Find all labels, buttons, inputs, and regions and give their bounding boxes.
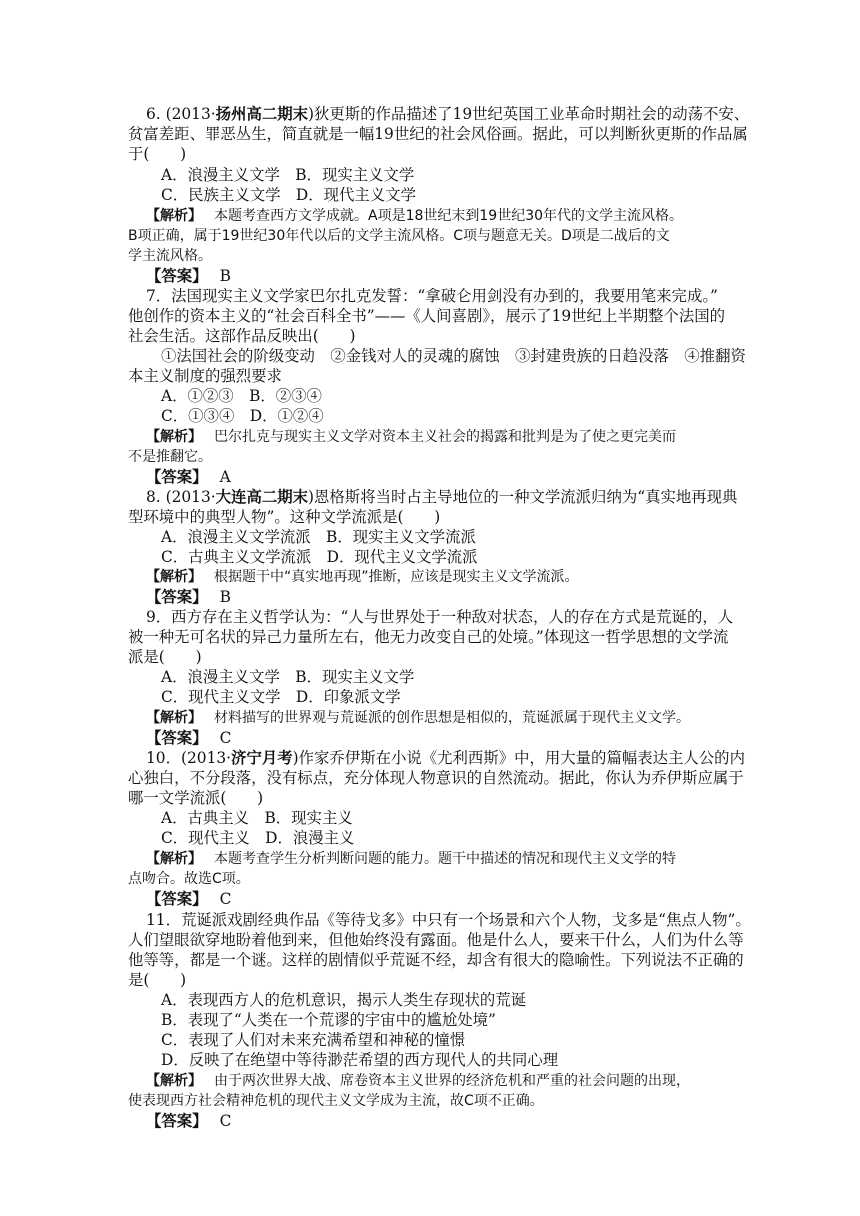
q7-option-line-1: A．①②③ B．②③④ <box>161 387 322 405</box>
q7-line-3: 社会生活。这部作品反映出( ) <box>128 327 356 345</box>
q10-option-line-1: A．古典主义 B．现实主义 <box>161 809 353 827</box>
q11-option-d: D．反映了在绝望中等待渺茫希望的西方现代人的共同心理 <box>161 1051 559 1069</box>
q10-analysis-line-2: 点吻合。故选C项。 <box>128 871 250 887</box>
q8-analysis-line-1: 【解析】 根据题干中“真实地再现”推断，应该是现实主义文学流派。 <box>146 569 579 585</box>
q7-analysis-line-2: 不是推翻它。 <box>128 449 212 465</box>
q6-analysis-line-2: B项正确，属于19世纪30年代以后的文学主流风格。C项与题意无关。D项是二战后的文 <box>128 228 670 244</box>
q8-option-line-2: C．古典主义文学流派 D．现代主义文学流派 <box>161 548 478 566</box>
q6-line-1: 6. (2013·扬州高二期末)狄更斯的作品描述了19世纪英国工业革命时期社会的动荡不安、 <box>146 105 750 123</box>
answer-label: 【答案】 <box>146 1112 208 1130</box>
answer-label: 【答案】 <box>146 468 208 486</box>
q10-line-3: 哪一文学流派( ) <box>128 789 264 807</box>
q11-option-a: A．表现西方人的危机意识，揭示人类生存现状的荒诞 <box>161 991 527 1009</box>
q9-analysis-line-1: 【解析】 材料描写的世界观与荒诞派的创作思想是相似的，荒诞派属于现代主义文学。 <box>146 710 690 726</box>
q7-line-2: 他创作的资本主义的“社会百科全书”——《人间喜剧》，展示了19世纪上半期整个法国的 <box>128 307 726 325</box>
analysis-label: 【解析】 <box>146 569 202 585</box>
q11-line-3: 他等等，都是一个谜。这样的剧情似乎荒诞不经，却含有很大的隐喻性。下列说法不正确的 <box>128 951 744 969</box>
q10-option-line-2: C．现代主义 D．浪漫主义 <box>161 829 355 847</box>
answer-label: 【答案】 <box>146 267 208 285</box>
q8-option-line-1: A．浪漫主义文学流派 B．现实主义文学流派 <box>161 528 476 546</box>
analysis-label: 【解析】 <box>146 208 202 224</box>
analysis-label: 【解析】 <box>146 710 202 726</box>
q7-line-4: ①法国社会的阶级变动 ②金钱对人的灵魂的腐蚀 ③封建贵族的日趋没落 ④推翻资 <box>161 347 746 365</box>
q9-line-2: 被一种无可名状的异己力量所左右，他无力改变自己的处境。”体现这一哲学思想的文学流 <box>128 628 729 646</box>
q9-option-line-2: C．现代主义文学 D．印象派文学 <box>161 688 401 706</box>
q9-line-1: 9．西方存在主义哲学认为：“人与世界处于一种敌对状态，人的存在方式是荒诞的，人 <box>146 608 734 626</box>
q11-line-2: 人们望眼欲穿地盼着他到来，但他始终没有露面。他是什么人，要来干什么，人们为什么等 <box>128 931 744 949</box>
q10-source: 济宁月考 <box>231 749 293 767</box>
q9-line-3: 派是( ) <box>128 648 202 666</box>
q11-analysis-line-2: 使表现西方社会精神危机的现代主义文学成为主流，故C项不正确。 <box>128 1093 544 1109</box>
q7-option-line-2: C．①③④ D．①②④ <box>161 407 324 425</box>
q7-line-1: 7．法国现实主义文学家巴尔扎克发誓：“拿破仑用剑没有办到的，我要用笔来完成。” <box>146 287 718 305</box>
q9-option-line-1: A．浪漫主义文学 B．现实主义文学 <box>161 668 415 686</box>
q11-answer: 【答案】 C <box>146 1112 232 1130</box>
answer-label: 【答案】 <box>146 890 208 908</box>
q6-answer: 【答案】 B <box>146 267 231 285</box>
q6-option-line-2: C．民族主义文学 D．现代主义文学 <box>161 186 416 204</box>
q10-line-2: 心独白，不分段落，没有标点，充分体现人物意识的自然流动。据此，你认为乔伊斯应属于 <box>128 769 744 787</box>
q10-analysis-line-1: 【解析】 本题考查学生分析判断问题的能力。题干中描述的情况和现代主义文学的特 <box>146 851 676 867</box>
q8-answer: 【答案】 B <box>146 588 231 606</box>
answer-label: 【答案】 <box>146 588 208 606</box>
analysis-label: 【解析】 <box>146 429 202 445</box>
q6-analysis-line-3: 学主流风格。 <box>128 248 212 264</box>
q6-line-2: 贫富差距、罪恶丛生，简直就是一幅19世纪的社会风俗画。据此，可以判断狄更斯的作品属 <box>128 125 748 143</box>
q11-line-1: 11．荒诞派戏剧经典作品《等待戈多》中只有一个场景和六个人物，戈多是“焦点人物”。 <box>146 911 751 929</box>
q8-line-2: 型环境中的典型人物”。这种文学流派是( ) <box>128 508 441 526</box>
q10-answer: 【答案】 C <box>146 890 232 908</box>
q8-line-1: 8. (2013·大连高二期末)恩格斯将当时占主导地位的一种文学流派归纳为“真实地再现典 <box>146 488 738 506</box>
q10-line-1: 10．(2013·济宁月考)作家乔伊斯在小说《尤利西斯》中，用大量的篇幅表达主人公的内 <box>146 749 745 767</box>
q9-answer: 【答案】 C <box>146 729 232 747</box>
q11-option-c: C．表现了人们对未来充满希望和神秘的憧憬 <box>161 1031 466 1049</box>
q6-line-3: 于( ) <box>128 145 187 163</box>
q11-option-b: B．表现了“人类在一个荒谬的宇宙中的尴尬处境” <box>161 1011 496 1029</box>
q6-option-line-1: A．浪漫主义文学 B．现实主义文学 <box>161 166 415 184</box>
q11-analysis-line-1: 【解析】 由于两次世界大战、席卷资本主义世界的经济危机和严重的社会问题的出现， <box>146 1073 690 1089</box>
answer-label: 【答案】 <box>146 729 208 747</box>
q8-source: 大连高二期末 <box>215 488 309 506</box>
q7-line-5: 本主义制度的强烈要求 <box>128 367 282 385</box>
q7-answer: 【答案】 A <box>146 468 231 486</box>
q11-line-4: 是( ) <box>128 971 187 989</box>
q6-analysis-line-1: 【解析】 本题考查西方文学成就。A项是18世纪末到19世纪30年代的文学主流风格。 <box>146 208 684 224</box>
analysis-label: 【解析】 <box>146 1073 202 1089</box>
analysis-label: 【解析】 <box>146 851 202 867</box>
q7-analysis-line-1: 【解析】 巴尔扎克与现实主义文学对资本主义社会的揭露和批判是为了使之更完美而 <box>146 429 676 445</box>
q6-source: 扬州高二期末 <box>215 105 309 123</box>
